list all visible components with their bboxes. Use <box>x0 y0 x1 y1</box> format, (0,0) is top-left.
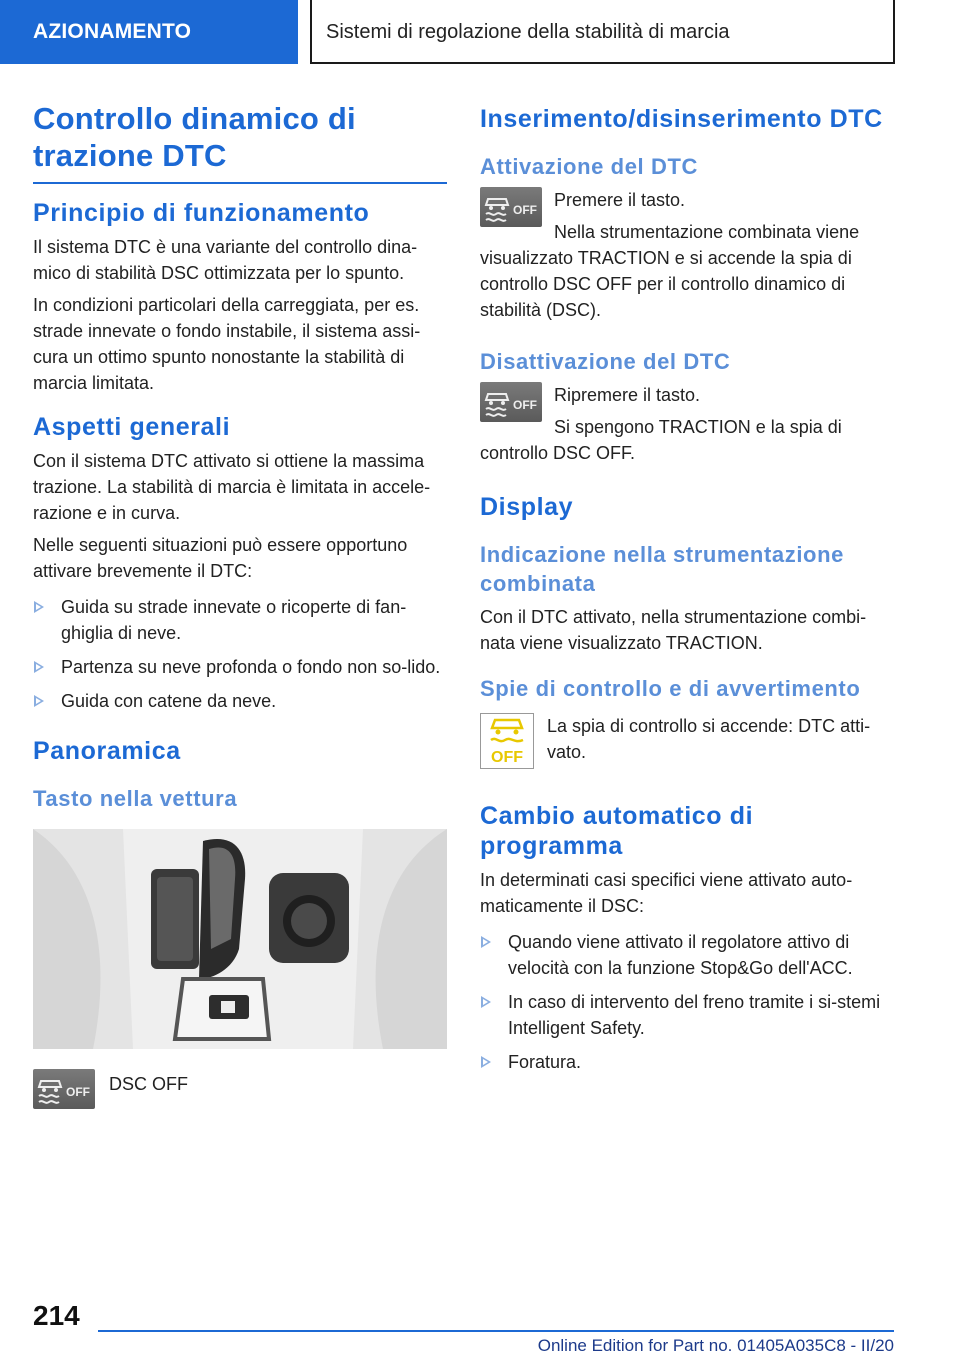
topic-header-box <box>310 0 895 64</box>
bullet-triangle-icon <box>34 695 44 707</box>
bullet-triangle-icon <box>481 1056 491 1068</box>
list-item: Quando viene attivato il regolatore attivo di velocità con la funzione Stop&Go dell'ACC. <box>480 929 892 981</box>
activate-heading: Attivazione del DTC <box>480 154 698 179</box>
display-heading: Display <box>480 493 574 521</box>
dsc-off-label: DSC OFF <box>109 1074 188 1094</box>
general-paragraph-1: Con il sistema DTC attivato si ottiene la massima trazione. La stabilità di marcia è limitata in accele-razione e in curva. <box>33 451 431 523</box>
general-paragraph-2: Nelle seguenti situazioni può essere opportuno attivare brevemente il DTC: <box>33 535 408 581</box>
auto-heading <box>480 801 892 861</box>
page-title <box>33 100 447 174</box>
page-title-line-1: Controllo dinamico di <box>33 101 356 136</box>
dsc-off-warning-lamp-icon <box>480 713 534 769</box>
dsc-off-button-icon <box>480 187 542 227</box>
button-heading: Tasto nella vettura <box>33 786 238 811</box>
principle-paragraph-2: In condizioni particolari della carreggiata, per es. strade innevate o fondo instabile, il sistema assi-cura un ottimo spunto nonostante la stabilità di marcia limitata. <box>33 295 421 393</box>
svg-text:OFF: OFF <box>66 1085 90 1099</box>
activate-step: Premere il tasto. <box>554 190 686 210</box>
title-divider <box>33 182 447 184</box>
auto-heading-line-2: programma <box>480 832 623 860</box>
section-tab: AZIONAMENTO <box>0 0 298 64</box>
principle-paragraph-1: Il sistema DTC è una variante del controllo dina-mico di stabilità DSC ottimizzata per lo spunto. <box>33 237 418 283</box>
overview-heading: Panoramica <box>33 737 181 765</box>
principle-heading: Principio di funzionamento <box>33 199 370 227</box>
list-item: Guida con catene da neve. <box>33 688 447 714</box>
dsc-off-button-icon <box>33 1069 95 1109</box>
auto-paragraph: In determinati casi specifici viene attivato auto-maticamente il DSC: <box>480 870 853 916</box>
edition-note: Online Edition for Part no. 01405A035C8 - II/20 <box>537 1336 894 1355</box>
lamps-block <box>480 713 892 771</box>
svg-text:OFF: OFF <box>513 203 537 217</box>
list-item: In caso di intervento del freno tramite i si-stemi Intelligent Safety. <box>480 989 892 1041</box>
svg-text:OFF: OFF <box>491 749 523 766</box>
indication-heading: Indicazione nella strumentazione combinata <box>480 542 844 596</box>
activate-block <box>480 187 892 323</box>
page-title-line-2: trazione DTC <box>33 138 227 173</box>
list-item: Foratura. <box>480 1049 892 1075</box>
left-column <box>33 100 447 1109</box>
right-column <box>480 100 892 1083</box>
bullet-triangle-icon <box>34 601 44 613</box>
svg-text:OFF: OFF <box>513 398 537 412</box>
dsc-off-button-icon <box>480 382 542 422</box>
dsc-off-button-row <box>33 1069 447 1109</box>
general-heading: Aspetti generali <box>33 413 231 441</box>
indication-paragraph: Con il DTC attivato, nella strumentazione combi-nata viene visualizzato TRACTION. <box>480 607 867 653</box>
topic-title: Sistemi di regolazione della stabilità di marcia <box>326 21 730 43</box>
center-console-illustration <box>33 829 447 1049</box>
lamps-heading: Spie di controllo e di avvertimento <box>480 676 861 701</box>
list-item: Guida su strade innevate o ricoperte di fan-ghiglia di neve. <box>33 594 447 646</box>
activate-description: Nella strumentazione combinata viene visualizzato TRACTION e si accende la spia di controllo DSC OFF per il controllo dinamico di stabilità (DSC). <box>480 222 860 320</box>
deactivate-description: Si spengono TRACTION e la spia di controllo DSC OFF. <box>480 417 842 463</box>
auto-list <box>480 929 892 1075</box>
deactivate-step: Ripremere il tasto. <box>554 385 701 405</box>
bullet-triangle-icon <box>481 936 491 948</box>
bullet-triangle-icon <box>481 996 491 1008</box>
center-console-photo <box>33 829 447 1049</box>
page-number: 214 <box>33 1300 80 1331</box>
deactivate-block <box>480 382 892 466</box>
onoff-heading: Inserimento/disinserimento DTC <box>480 105 883 133</box>
situations-list <box>33 594 447 714</box>
list-item: Partenza su neve profonda o fondo non so-lido. <box>33 654 447 680</box>
auto-heading-line-1: Cambio automatico di <box>480 802 754 830</box>
bullet-triangle-icon <box>34 661 44 673</box>
deactivate-heading: Disattivazione del DTC <box>480 349 731 374</box>
lamps-paragraph: La spia di controllo si accende: DTC atti-vato. <box>547 716 871 762</box>
